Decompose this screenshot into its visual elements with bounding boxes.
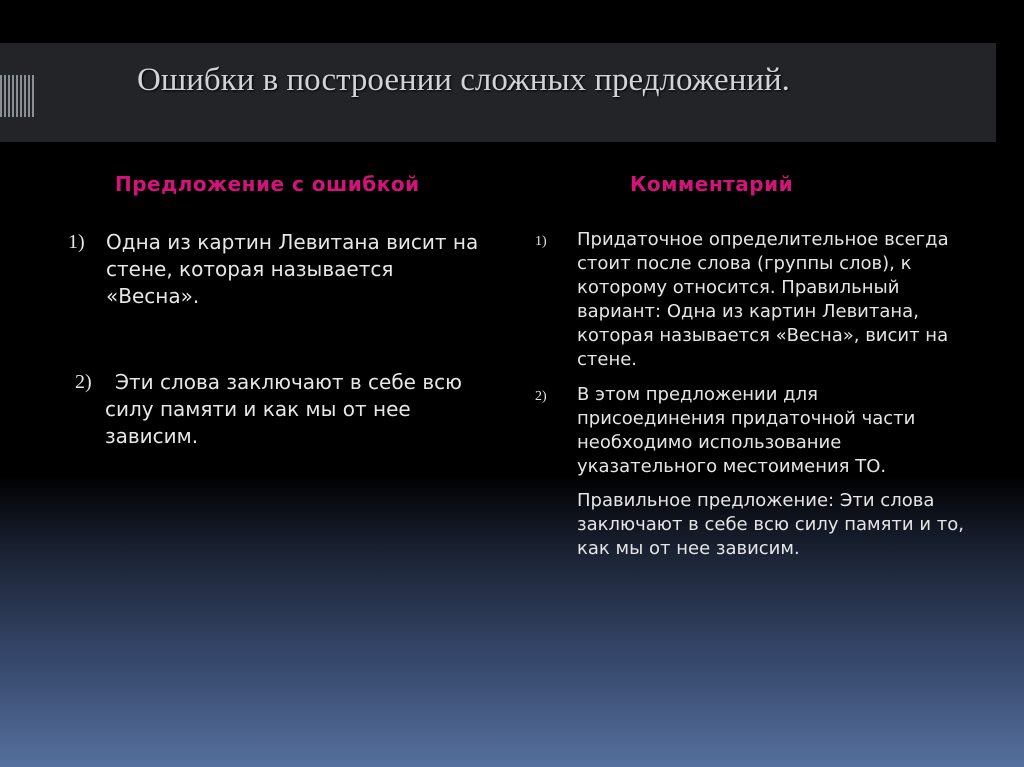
list-text: Придаточное определительное всегда стоит после слова (группы слов), к которому относится. Правильный вариант: Одна из картин Левитана, которая называется «Весна», висит на стене. — [577, 229, 949, 370]
right-column-header: Комментарий — [630, 172, 794, 196]
list-text: Эти слова заключают в себе всю силу памяти и как мы от нее зависим. — [105, 370, 462, 448]
correct-sentence-note: Правильное предложение: Эти слова заключают в себе всю силу памяти и то, как мы от нее зависим. — [577, 490, 964, 559]
title-decoration-icon — [0, 75, 34, 117]
slide-title: Ошибки в построении сложных предложений. — [137, 62, 790, 98]
list-text: Одна из картин Левитана висит на стене, которая называется «Весна». — [106, 230, 479, 308]
list-number: 2) — [535, 389, 547, 404]
left-column-header: Предложение с ошибкой — [115, 172, 420, 196]
list-number: 1) — [535, 234, 547, 249]
list-text: В этом предложении для присоединения придаточной части необходимо использование указательного местоимения ТО. — [577, 384, 916, 477]
list-number: 1) — [68, 231, 85, 253]
list-number: 2) — [75, 371, 92, 393]
